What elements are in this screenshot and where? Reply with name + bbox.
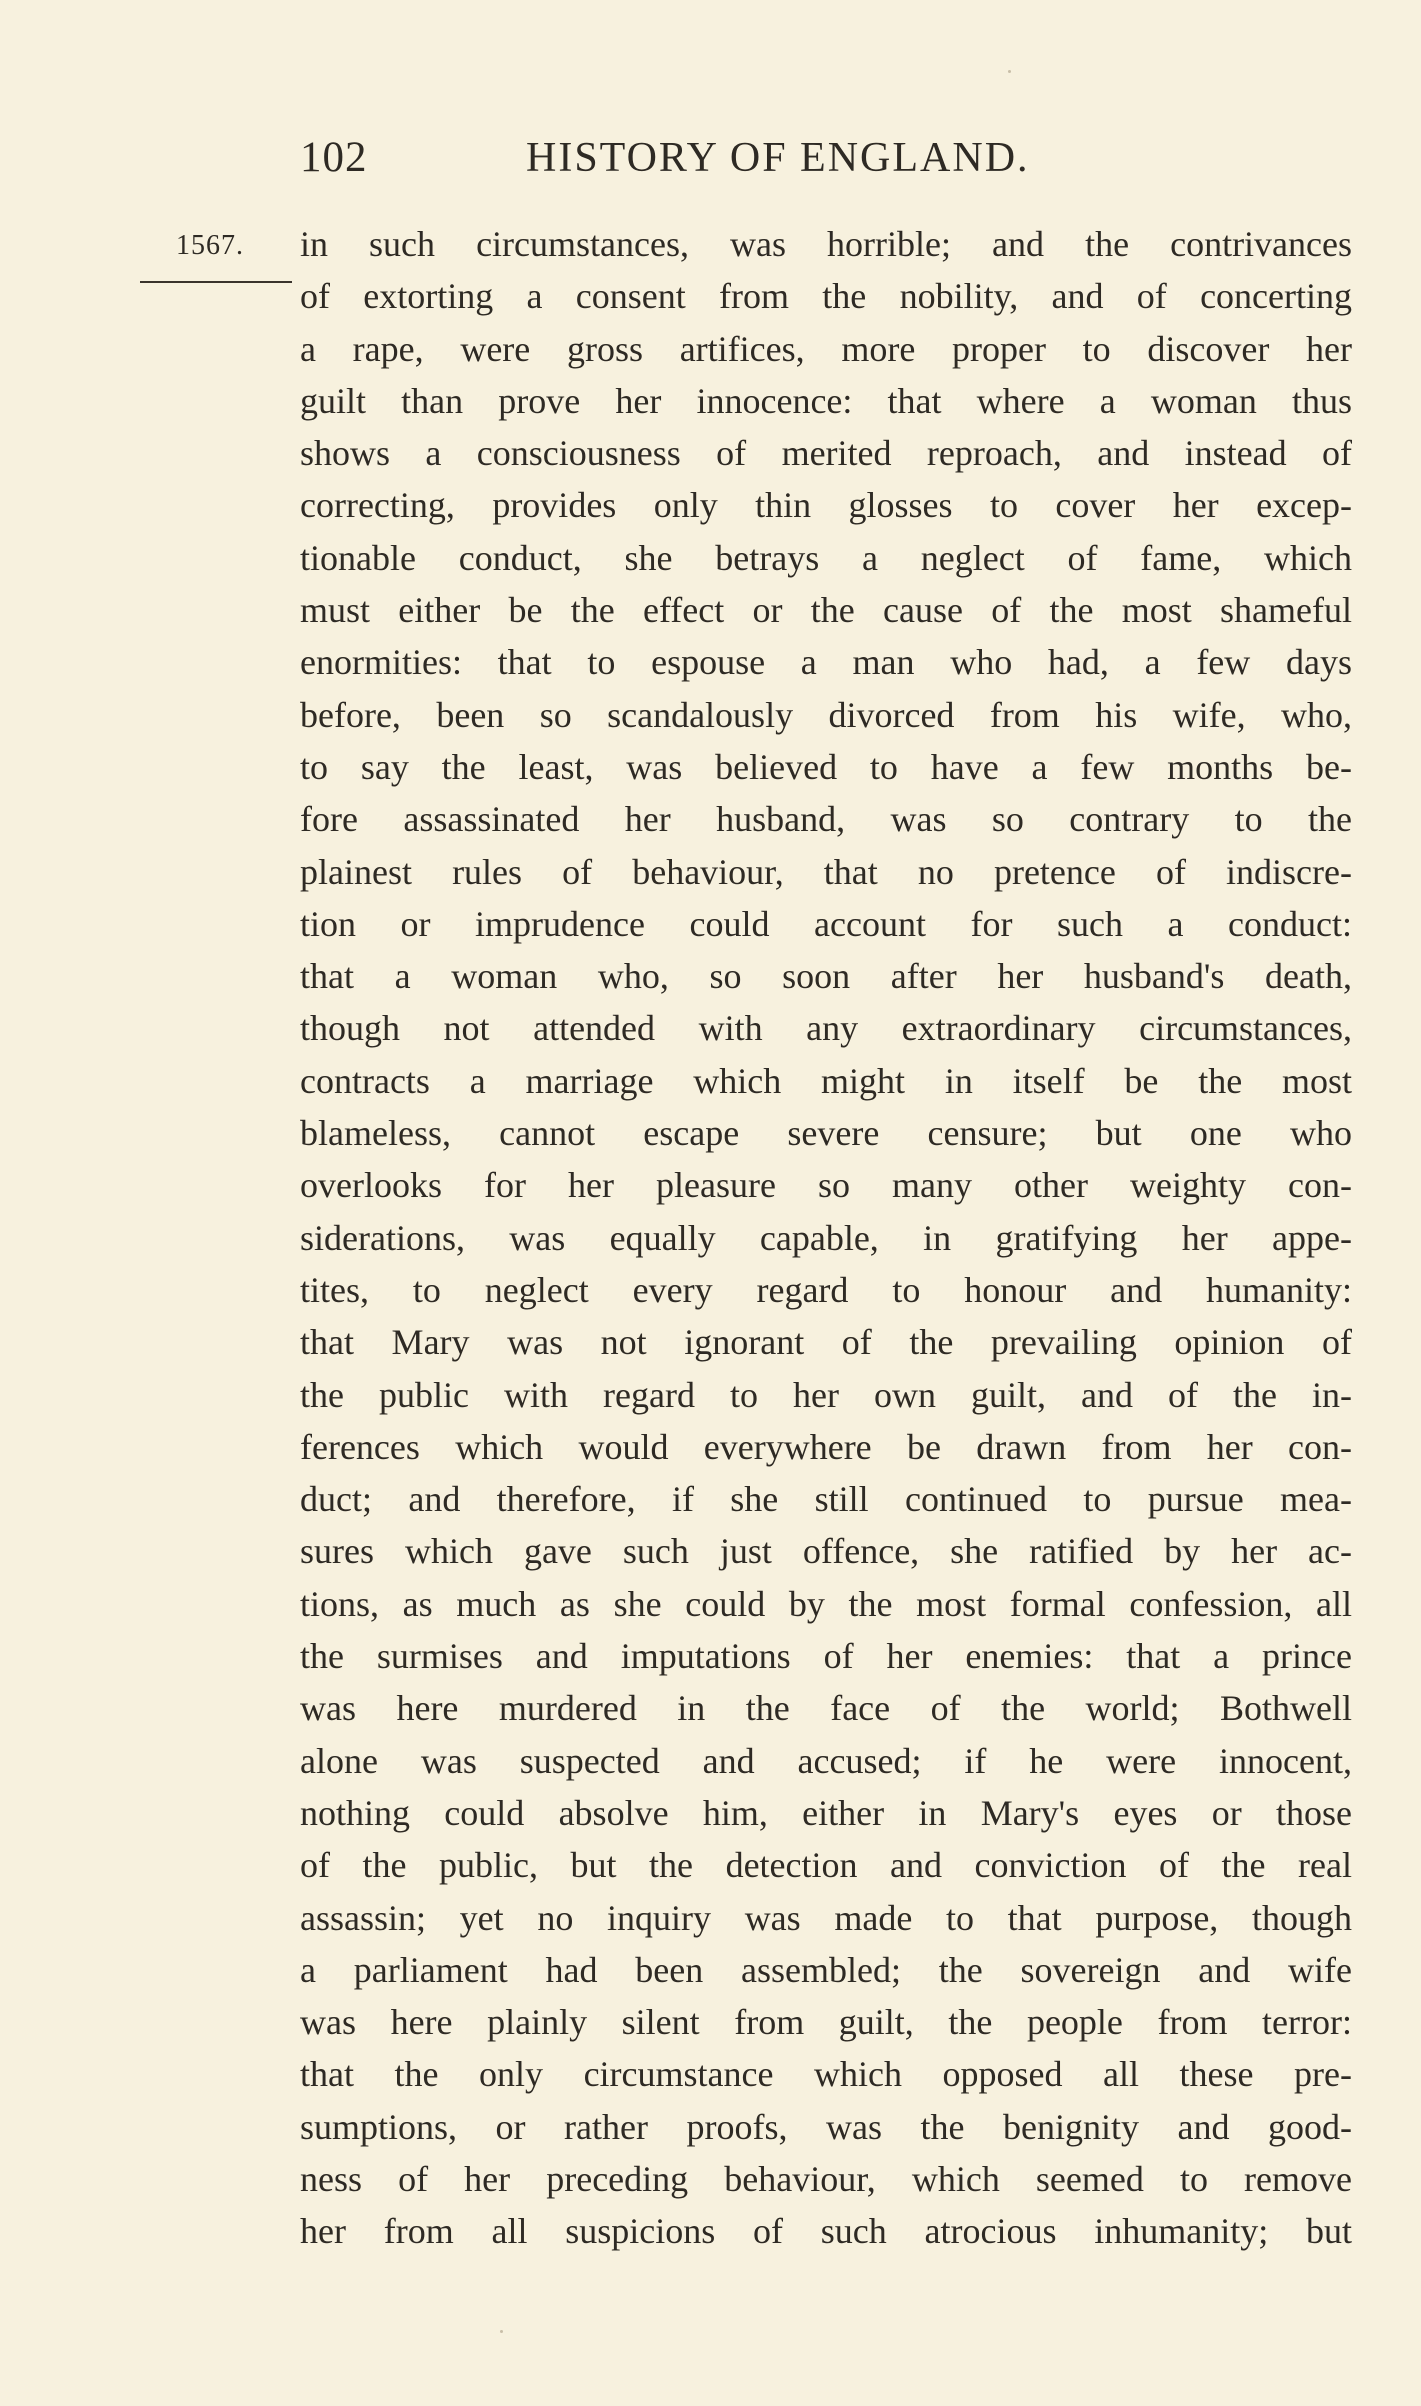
text-line: plainest rules of behaviour, that no pretence of indiscre- <box>300 851 1352 892</box>
text-line: was here plainly silent from guilt, the people from terror: <box>300 2002 1352 2043</box>
text-line: overlooks for her pleasure so many other weighty con- <box>300 1165 1352 1206</box>
body-text <box>300 218 1352 2258</box>
text-line: tion or imprudence could account for such a conduct: <box>300 903 1352 944</box>
page-header <box>300 128 1130 188</box>
text-line: her from all suspicions of such atrocious inhumanity; but <box>300 2211 1352 2252</box>
text-line: ferences which would everywhere be drawn from her con- <box>300 1426 1352 1467</box>
text-line: shows a consciousness of merited reproach, and instead of <box>300 433 1352 474</box>
text-line: nothing could absolve him, either in Mary's eyes or those <box>300 1792 1352 1833</box>
margin-year-note: 1567. <box>176 230 244 261</box>
text-line: sures which gave such just offence, she ratified by her ac- <box>300 1531 1352 1572</box>
text-line: siderations, was equally capable, in gratifying her appe- <box>300 1217 1352 1258</box>
text-line: a rape, were gross artifices, more proper to discover her <box>300 328 1352 369</box>
text-line: contracts a marriage which might in itself be the most <box>300 1060 1352 1101</box>
text-line: that a woman who, so soon after her husband's death, <box>300 956 1352 997</box>
text-line: that the only circumstance which opposed all these pre- <box>300 2054 1352 2095</box>
text-line: in such circumstances, was horrible; and the contrivances <box>300 224 1352 264</box>
text-line: to say the least, was believed to have a few months be- <box>300 746 1352 787</box>
page-number: 102 <box>300 134 368 181</box>
text-line: blameless, cannot escape severe censure; but one who <box>300 1113 1352 1154</box>
text-line: tionable conduct, she betrays a neglect of fame, which <box>300 537 1352 578</box>
text-line: though not attended with any extraordinary circumstances, <box>300 1008 1352 1049</box>
text-line: of the public, but the detection and conviction of the real <box>300 1845 1352 1886</box>
paper-speck <box>500 2330 503 2333</box>
text-line: ness of her preceding behaviour, which seemed to remove <box>300 2158 1352 2199</box>
text-line: was here murdered in the face of the world; Bothwell <box>300 1688 1352 1729</box>
text-line: enormities: that to espouse a man who had, a few days <box>300 642 1352 683</box>
text-line: tions, as much as she could by the most formal confession, all <box>300 1583 1352 1624</box>
text-line: tites, to neglect every regard to honour and humanity: <box>300 1269 1352 1310</box>
text-line: a parliament had been assembled; the sovereign and wife <box>300 1949 1352 1990</box>
text-line: guilt than prove her innocence: that where a woman thus <box>300 380 1352 421</box>
text-line: fore assassinated her husband, was so contrary to the <box>300 799 1352 840</box>
text-line: correcting, provides only thin glosses to cover her excep- <box>300 485 1352 526</box>
paper-speck <box>1008 70 1011 73</box>
text-line: the public with regard to her own guilt, and of the in- <box>300 1374 1352 1415</box>
text-line: that Mary was not ignorant of the prevailing opinion of <box>300 1322 1352 1363</box>
text-line: of extorting a consent from the nobility, and of concerting <box>300 276 1352 317</box>
text-line: assassin; yet no inquiry was made to that purpose, though <box>300 1897 1352 1938</box>
text-line: alone was suspected and accused; if he were innocent, <box>300 1740 1352 1781</box>
text-line: the surmises and imputations of her enemies: that a prince <box>300 1636 1352 1677</box>
text-line: duct; and therefore, if she still continued to pursue mea- <box>300 1479 1352 1520</box>
running-title: HISTORY OF ENGLAND. <box>526 135 1030 181</box>
margin-rule <box>140 281 292 283</box>
text-line: sumptions, or rather proofs, was the benignity and good- <box>300 2106 1352 2147</box>
text-line: before, been so scandalously divorced from his wife, who, <box>300 694 1352 735</box>
text-line: must either be the effect or the cause of the most shameful <box>300 590 1352 631</box>
